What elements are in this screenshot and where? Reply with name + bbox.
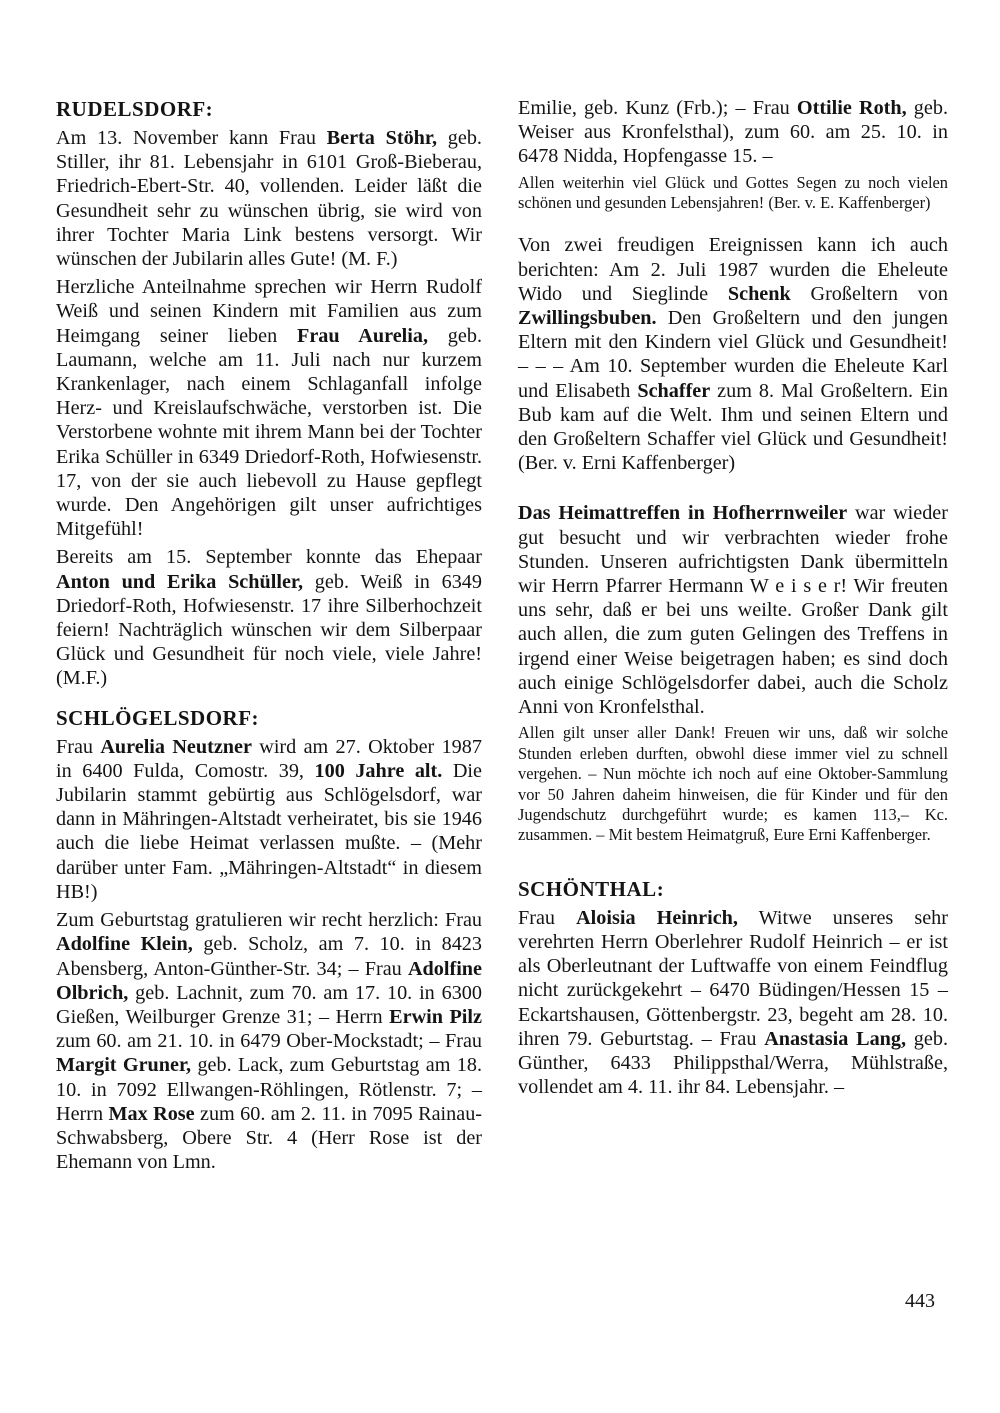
- bold-name: Frau Aurelia,: [297, 324, 429, 347]
- paragraph-grandchildren-news: [518, 233, 948, 475]
- bold-name: Das Heimattreffen in Hofherrnweiler: [518, 502, 848, 525]
- text-run: geb. Günther, 6433 Philippsthal/Werra, Mühlstraße, vollendet am 4. 11. ihr 84. Lebensjahr. –: [518, 1027, 948, 1099]
- bold-name: Anton und Erika Schüller,: [56, 570, 304, 593]
- text-run: Großeltern von: [790, 282, 948, 305]
- bold-name: Adolfine Olbrich,: [56, 957, 482, 1004]
- bold-name: Berta Stöhr,: [326, 127, 438, 149]
- bold-name: Margit Gruner,: [56, 1054, 192, 1077]
- bold-name: Zwillingsbuben.: [518, 307, 657, 330]
- bold-name: Ottilie Roth,: [796, 97, 907, 119]
- paragraph-aurelia-weiss-obituary: [56, 275, 482, 541]
- text-run: Frau: [518, 906, 577, 929]
- heading-rudelsdorf: RUDELSDORF:: [56, 97, 214, 121]
- text-run: geb. Scholz, am 7. 10. in 8423 Abensberg, Anton-Günther-Str. 34; – Frau: [56, 933, 482, 980]
- bold-name: Adolfine Klein,: [56, 933, 193, 956]
- paragraph-birthday-congratulations: [56, 908, 482, 1174]
- text-run: Am 13. November kann Frau: [56, 127, 327, 149]
- bold-name: Erwin Pilz: [389, 1005, 482, 1028]
- bold-name: 100 Jahre alt.: [314, 759, 443, 782]
- bold-name: Schenk: [727, 282, 791, 305]
- text-run: zum 8. Mal Großeltern. Ein Bub kam auf die Welt. Ihm und seinen Eltern und den Großeltern Schaffer viel Glück und Gesundheit! (Ber. v. Erni Kaffenberger): [518, 379, 948, 475]
- bold-name: Schaffer: [637, 379, 711, 402]
- page-number: 443: [905, 1290, 935, 1312]
- text-run: Den Großeltern und den jungen Eltern mit den Kindern viel Glück und Gesundheit! – – – Am 10. September wurden die Eheleute Karl und Elisabeth: [518, 307, 948, 402]
- text-run: Emilie, geb. Kunz (Frb.); – Frau: [518, 97, 797, 119]
- bold-name: Aurelia Neutzner: [100, 735, 252, 758]
- heading-schoenthal: SCHÖNTHAL:: [518, 876, 665, 901]
- text-run: geb. Laumann, welche am 11. Juli nach nur kurzem Krankenlager, nach einem Schlaganfall infolge Herz- und Kreislaufschwäche, verstorben ist. Die Verstorbene wohnte mit ihrem Mann bei der Tochter Erika Schüller in 6349 Driedorf-Roth, Hofwiesenstr. 17, von der sie auch liebevoll zu Hause gepflegt wurde. Den Angehörigen gilt unser aufrichtiges Mitgefühl!: [56, 324, 483, 541]
- text-run: Die Jubilarin stammt gebürtig aus Schlögelsdorf, war dann in Mähringen-Altstadt verheiratet, bis sie 1946 auch die liebe Heimat verlassen mußte. – (Mehr darüber unter Fam. „Mähringen-Altstadt“ in diesem HB!): [56, 759, 482, 903]
- text-run: wird am 27. Oktober 1987 in 6400 Fulda, Comostr. 39,: [56, 735, 482, 782]
- paragraph-heimattreffen: [518, 501, 948, 719]
- bold-name: Anastasia Lang,: [764, 1027, 907, 1050]
- text-run: geb. Stiller, ihr 81. Lebensjahr in 6101 Groß-Bieberau, Friedrich-Ebert-Str. 40, vollenden. Leider läßt die Gesundheit sehr zu wünschen übrig, sie wird von ihrer Tochter Maria Link bestens versorgt. Wir wünschen der Jubilarin alles Gute! (M. F.): [56, 127, 482, 271]
- bold-name: Aloisia Heinrich,: [576, 906, 738, 929]
- text-run: zum 60. am 2. 11. in 7095 Rainau-Schwabsberg, Obere Str. 4 (Herr Rose ist der Ehemann von Lmn.: [56, 1102, 483, 1174]
- text-run: Von zwei freudigen Ereignissen kann ich auch berichten: Am 2. Juli 1987 wurden die Eheleute Wido und Sieglinde: [518, 234, 948, 305]
- paragraph-silver-wedding: [56, 545, 482, 690]
- paragraph-aloisia-heinrich: [518, 906, 948, 1100]
- text-run: Frau: [56, 735, 101, 758]
- text-run: geb. Lachnit, zum 70. am 17. 10. in 6300 Gießen, Weilburger Grenze 31; – Herrn: [56, 981, 482, 1028]
- heading-schloegelsdorf: SCHLÖGELSDORF:: [56, 705, 260, 730]
- paragraph-continuation-birthdays: [518, 96, 948, 169]
- paragraph-thanks-collection: Allen gilt unser aller Dank! Freuen wir uns, daß wir solche Stunden erleben durften, obwohl diese immer viel zu schnell vergehen. – Nun möchte ich noch auf eine Oktober-Sammlung vor 50 Jahren daheim hinweisen, die für Kinder und für den Jugendschutz durchgeführt wurde; es kamen 113,– Kc. zusammen. – Mit bestem Heimatgruß, Eure Erni Kaffenberger.: [518, 723, 948, 845]
- text-run: Bereits am 15. September konnte das Ehepaar: [56, 546, 482, 569]
- text-run: Witwe unseres sehr verehrten Herrn Oberlehrer Rudolf Heinrich – er ist als Oberleutnant der Luftwaffe von einem Feindflug nicht zurückgekehrt – 6470 Büdingen/Hessen 15 – Eckartshausen, Göttenbergstr. 23, begeht am 28. 10. ihren 79. Geburtstag. – Frau: [518, 906, 948, 1050]
- text-run: Zum Geburtstag gratulieren wir recht herzlich: Frau: [56, 909, 482, 932]
- right-column: [518, 96, 948, 1099]
- bold-name: Max Rose: [108, 1102, 195, 1125]
- text-run: Herzliche Anteilnahme sprechen wir Herrn Rudolf Weiß und seinen Kindern mit Familien aus zum Heimgang seiner lieben: [56, 276, 482, 347]
- left-column: [56, 96, 482, 1174]
- paragraph-blessing-note: Allen weiterhin viel Glück und Gottes Segen zu noch vielen schönen und gesunden Lebensjahren! (Ber. v. E. Kaffenberger): [518, 172, 948, 213]
- text-run: zum 60. am 21. 10. in 6479 Ober-Mockstadt; – Frau: [56, 1030, 482, 1053]
- text-run: geb. Weiser aus Kronfelsthal), zum 60. am 25. 10. in 6478 Nidda, Hopfengasse 15. –: [518, 97, 948, 168]
- text-run: geb. Lack, zum Geburtstag am 18. 10. in 7092 Ellwangen-Röhlingen, Rötlenstr. 7; – Herrn: [56, 1054, 482, 1125]
- paragraph-berta-stoehr: [56, 126, 482, 271]
- paragraph-aurelia-neutzner: [56, 735, 482, 904]
- text-run: geb. Weiß in 6349 Driedorf-Roth, Hofwiesenstr. 17 ihre Silberhochzeit feiern! Nachträglich wünschen wir dem Silberpaar Glück und Gesundheit für noch viele, viele Jahre! (M.F.): [56, 570, 482, 690]
- text-run: war wieder gut besucht und wir verbrachten wieder frohe Stunden. Unseren aufrichtigsten Dank übermitteln wir Herrn Pfarrer Hermann W e i s e r! Wir freuten uns sehr, daß er bei uns weilte. Großer Dank gilt auch allen, die zum guten Gelingen des Treffens in irgend einer Weise beigetragen haben; es sind doch auch einige Schlögelsdorfer dabei, auch die Scholz Anni von Kronfelsthal.: [518, 502, 948, 719]
